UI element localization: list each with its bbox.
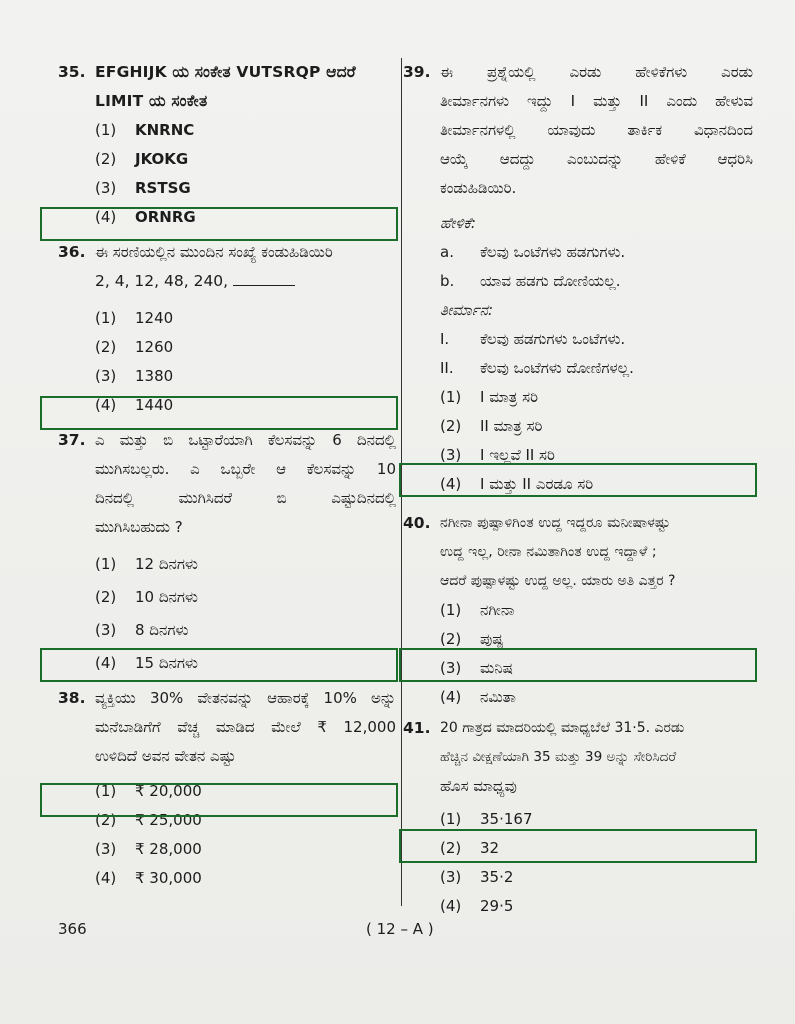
conclusion-2: II. ಕೆಲವು ಒಂಟೆಗಳು ದೋಣಿಗಳಲ್ಲ. — [440, 359, 634, 377]
option-1[interactable]: (1) ₹ 20,000 — [95, 782, 202, 800]
option-1[interactable]: (1) 1240 — [95, 309, 174, 327]
option-3[interactable]: (3) RSTSG — [95, 179, 191, 197]
answer-highlight-q40 — [399, 648, 757, 682]
option-1[interactable]: (1) ನಗೀನಾ — [440, 601, 515, 619]
conclusions-label: ತೀರ್ಮಾನ: — [440, 301, 493, 319]
statement-a: a. ಕೆಲವು ಒಂಟೆಗಳು ಹಡಗುಗಳು. — [440, 243, 626, 261]
question-text-line-2: ಮುಗಿಸಬಲ್ಲರು. ಎ ಒಬ್ಬರೇ ಆ ಕೆಲಸವನ್ನು 10 — [95, 460, 396, 478]
option-4[interactable]: (4) ನಮಿತಾ — [440, 688, 516, 706]
option-3[interactable]: (3) I ಇಲ್ಲವೆ II ಸರಿ — [440, 446, 555, 464]
option-1[interactable]: (1) 35·167 — [440, 810, 533, 828]
question-text-line-1: ಎ ಮತ್ತು ಬಿ ಒಟ್ಟಾರೆಯಾಗಿ ಕೆಲಸವನ್ನು 6 ದಿನದಲ್ಲಿ — [95, 431, 396, 449]
page-number: 366 — [58, 920, 87, 938]
question-text-line-3: ಆದರೆ ಪುಷ್ಪಾಳಷ್ಟು ಉದ್ದ ಅಲ್ಲ. ಯಾರು ಅತಿ ಎತ್ತರ ? — [440, 573, 676, 589]
answer-highlight-q41 — [399, 829, 757, 863]
answer-blank — [233, 267, 295, 286]
question-text-line-2: ಹೆಚ್ಚಿನ ವೀಕ್ಷಣೆಯಾಗಿ 35 ಮತ್ತು 39 ಅನ್ನು ಸೇರಿಸಿದರೆ — [440, 749, 677, 765]
answer-highlight-q35 — [40, 207, 398, 241]
question-number: 40. — [403, 514, 431, 532]
statements-label: ಹೇಳಿಕೆ: — [440, 214, 476, 232]
option-3[interactable]: (3) 8 ದಿನಗಳು — [95, 621, 189, 639]
option-2[interactable]: (2) ಪುಷ್ಪ — [440, 630, 504, 648]
question-text-line-3: ಹೊಸ ಮಾಧ್ಯವು — [440, 777, 517, 795]
question-text-line-2: ಮನೆಬಾಡಿಗೆಗೆ ವೆಚ್ಚ ಮಾಡಿದ ಮೇಲೆ ₹ 12,000 — [95, 718, 396, 736]
question-number: 37. — [58, 431, 86, 449]
question-text-line-1: ಈ ಪ್ರಶ್ನೆಯಲ್ಲಿ ಎರಡು ಹೇಳಿಕೆಗಳು ಎರಡು — [440, 63, 753, 81]
statement-b: b. ಯಾವ ಹಡಗು ದೋಣಿಯಲ್ಲ. — [440, 272, 621, 290]
question-37 — [58, 426, 396, 678]
question-text-line-4: ಆಯ್ಕೆ ಆದದ್ದು ಎಂಬುದನ್ನು ಹೇಳಿಕೆ ಆಧರಿಸಿ — [440, 150, 753, 168]
option-2[interactable]: (2) JKOKG — [95, 150, 189, 168]
option-4[interactable]: (4) 15 ದಿನಗಳು — [95, 654, 198, 672]
option-4[interactable]: (4) ORNRG — [95, 208, 196, 226]
answer-highlight-q39 — [399, 463, 757, 497]
option-1[interactable]: (1) I ಮಾತ್ರ ಸರಿ — [440, 388, 538, 406]
answer-highlight-q36 — [40, 396, 398, 430]
option-2[interactable]: (2) II ಮಾತ್ರ ಸರಿ — [440, 417, 543, 435]
question-text-line-2: ಉದ್ದ ಇಲ್ಲ, ರೀನಾ ನಮಿತಾಗಿಂತ ಉದ್ದ ಇದ್ದಾಳೆ ; — [440, 544, 657, 560]
option-2[interactable]: (2) ₹ 25,000 — [95, 811, 202, 829]
option-4[interactable]: (4) I ಮತ್ತು II ಎರಡೂ ಸರಿ — [440, 475, 594, 493]
left-column — [58, 58, 396, 893]
option-4[interactable]: (4) ₹ 30,000 — [95, 869, 202, 887]
question-number: 39. — [403, 63, 431, 81]
option-4[interactable]: (4) 1440 — [95, 396, 174, 414]
question-text: ಈ ಸರಣಿಯಲ್ಲಿನ ಮುಂದಿನ ಸಂಖ್ಯೆ ಕಂಡುಹಿಡಿಯಿರಿ — [95, 243, 333, 261]
booklet-code: ( 12 – A ) — [366, 920, 434, 938]
question-39 — [403, 58, 753, 499]
option-3[interactable]: (3) 1380 — [95, 367, 174, 385]
option-3[interactable]: (3) ₹ 28,000 — [95, 840, 202, 858]
option-1[interactable]: (1) KNRNC — [95, 121, 195, 139]
question-text-line-3: ದಿನದಲ್ಲಿ ಮುಗಿಸಿದರೆ ಬಿ ಎಷ್ಟುದಿನದಲ್ಲಿ — [95, 489, 396, 507]
question-35 — [58, 58, 396, 232]
question-text-line-3: ತೀರ್ಮಾನಗಳಲ್ಲಿ ಯಾವುದು ತಾರ್ಕಿಕ ವಿಧಾನದಿಂದ — [440, 121, 753, 139]
question-36 — [58, 238, 396, 420]
question-text-line-5: ಕಂಡುಹಿಡಿಯಿರಿ. — [440, 179, 517, 197]
option-3[interactable]: (3) 35·2 — [440, 868, 514, 886]
question-text: EFGHIJK ಯ ಸಂಕೇತ VUTSRQP ಆದರೆ LIMIT ಯ ಸಂಕೇತ — [95, 63, 356, 110]
question-text-line-1: ನಗೀನಾ ಪುಷ್ಪಾಳಿಗಿಂತ ಉದ್ದ ಇದ್ದರೂ ಮನೀಷಾಳಷ್ಟು — [440, 515, 671, 531]
question-number: 36. — [58, 243, 86, 261]
question-text-line-2: ತೀರ್ಮಾನಗಳು ಇದ್ದು I ಮತ್ತು II ಎಂದು ಹೇಳುವ — [440, 92, 753, 110]
question-41 — [403, 714, 753, 921]
question-number: 35. — [58, 63, 86, 81]
option-4[interactable]: (4) 29·5 — [440, 897, 514, 915]
option-3[interactable]: (3) ಮನಿಷ — [440, 659, 513, 677]
question-text-line-3: ಉಳಿದಿದೆ ಅವನ ವೇತನ ಎಷ್ಟು — [95, 747, 236, 765]
option-2[interactable]: (2) 1260 — [95, 338, 174, 356]
answer-highlight-q38 — [40, 783, 398, 817]
option-2[interactable]: (2) 10 ದಿನಗಳು — [95, 588, 198, 606]
question-text-line-4: ಮುಗಿಸಿಬಹುದು ? — [95, 518, 183, 536]
question-text-line-1: 20 ಗಾತ್ರದ ಮಾದರಿಯಲ್ಲಿ ಮಾಧ್ಯಬೆಲೆ 31·5. ಎರಡು — [440, 720, 685, 736]
option-1[interactable]: (1) 12 ದಿನಗಳು — [95, 555, 198, 573]
option-2[interactable]: (2) 32 — [440, 839, 500, 857]
question-number: 38. — [58, 689, 86, 707]
answer-highlight-q37 — [40, 648, 398, 682]
conclusion-1: I. ಕೆಲವು ಹಡಗುಗಳು ಒಂಟೆಗಳು. — [440, 330, 626, 348]
question-text-line-1: ವ್ಯಕ್ತಿಯು 30% ವೇತನವನ್ನು ಆಹಾರಕ್ಕೆ 10% ಅನ್ನು — [95, 689, 396, 707]
number-series: 2, 4, 12, 48, 240, — [95, 272, 229, 290]
question-number: 41. — [403, 719, 431, 737]
